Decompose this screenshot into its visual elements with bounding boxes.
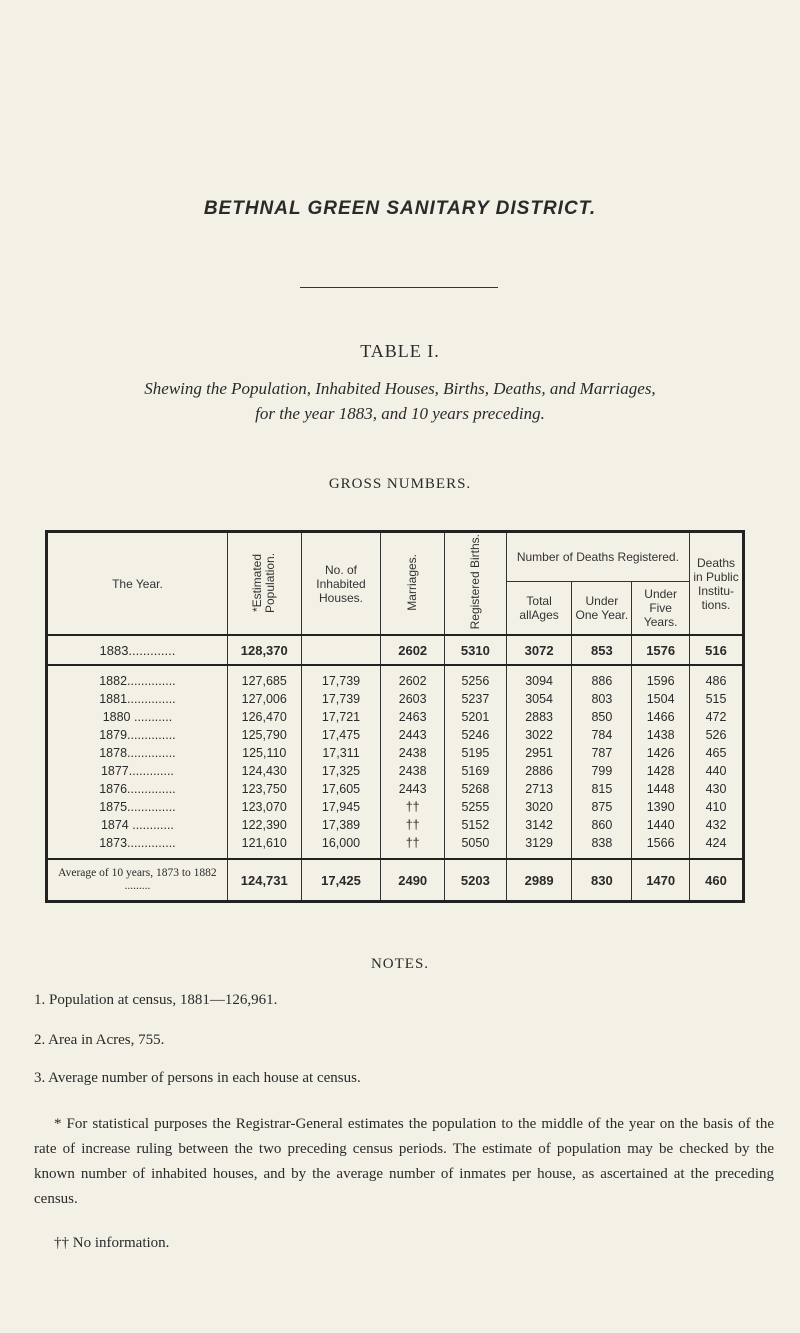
cell-total: 3094 xyxy=(506,665,572,690)
cell-population: 127,006 xyxy=(227,690,301,708)
cell-total: 3020 xyxy=(506,798,572,816)
cell-year: 1876.............. xyxy=(47,780,228,798)
cell-under-five: 1426 xyxy=(632,744,690,762)
header-houses: No. of Inhabited Houses. xyxy=(301,532,381,636)
cell-public: 424 xyxy=(690,834,744,859)
cell-under-five: 1466 xyxy=(632,708,690,726)
cell-under-five: 1576 xyxy=(632,635,690,665)
cell-under-one: 886 xyxy=(572,665,632,690)
cell-births: 5310 xyxy=(445,635,507,665)
cell-houses: 16,000 xyxy=(301,834,381,859)
cell-houses: 17,721 xyxy=(301,708,381,726)
cell-houses: 17,311 xyxy=(301,744,381,762)
cell-under-five: 1448 xyxy=(632,780,690,798)
notes-title: NOTES. xyxy=(370,956,430,972)
cell-under-five: 1470 xyxy=(632,859,690,902)
cell-year: 1874 ............ xyxy=(47,816,228,834)
cell-public: 460 xyxy=(690,859,744,902)
cell-births: 5246 xyxy=(445,726,507,744)
cell-births: 5169 xyxy=(445,762,507,780)
header-under-one: Under One Year. xyxy=(572,582,632,636)
cell-marriages: †† xyxy=(381,834,445,859)
cell-total: 3022 xyxy=(506,726,572,744)
cell-marriages: 2443 xyxy=(381,780,445,798)
cell-year: 1878.............. xyxy=(47,744,228,762)
cell-houses: 17,425 xyxy=(301,859,381,902)
cell-under-five: 1566 xyxy=(632,834,690,859)
cell-births: 5268 xyxy=(445,780,507,798)
cell-marriages: †† xyxy=(381,816,445,834)
cell-marriages: 2438 xyxy=(381,762,445,780)
cell-marriages: †† xyxy=(381,798,445,816)
cell-population: 128,370 xyxy=(227,635,301,665)
cell-houses: 17,605 xyxy=(301,780,381,798)
cell-under-five: 1440 xyxy=(632,816,690,834)
cell-total: 3129 xyxy=(506,834,572,859)
cell-under-one: 815 xyxy=(572,780,632,798)
cell-under-one: 853 xyxy=(572,635,632,665)
district-title: BETHNAL GREEN SANITARY DISTRICT. xyxy=(203,198,597,219)
table-row xyxy=(47,834,744,859)
cell-births: 5195 xyxy=(445,744,507,762)
cell-houses: 17,739 xyxy=(301,665,381,690)
cell-year: 1880 ........... xyxy=(47,708,228,726)
cell-population: 122,390 xyxy=(227,816,301,834)
subtitle-line-2: for the year 1883, and 10 years preceding. xyxy=(255,404,545,423)
cell-marriages: 2603 xyxy=(381,690,445,708)
cell-year: 1877............. xyxy=(47,762,228,780)
cell-year: 1873.............. xyxy=(47,834,228,859)
cell-population: 123,070 xyxy=(227,798,301,816)
header-births: Registered Births. xyxy=(445,532,507,636)
cell-average-label: Average of 10 years, 1873 to 1882 ......... xyxy=(47,859,228,902)
cell-population: 125,790 xyxy=(227,726,301,744)
table-row xyxy=(47,744,744,762)
cell-year: 1875.............. xyxy=(47,798,228,816)
cell-marriages: 2463 xyxy=(381,708,445,726)
cell-public: 515 xyxy=(690,690,744,708)
table-row-average xyxy=(47,859,744,902)
cell-under-one: 830 xyxy=(572,859,632,902)
statistics-table xyxy=(45,530,745,903)
cell-under-five: 1428 xyxy=(632,762,690,780)
cell-marriages: 2602 xyxy=(381,635,445,665)
cell-year: 1882.............. xyxy=(47,665,228,690)
cell-under-one: 787 xyxy=(572,744,632,762)
cell-total: 2886 xyxy=(506,762,572,780)
cell-houses: 17,325 xyxy=(301,762,381,780)
cell-public: 526 xyxy=(690,726,744,744)
table-title: TABLE I. xyxy=(360,341,440,361)
cell-year: 1879.............. xyxy=(47,726,228,744)
cell-under-one: 784 xyxy=(572,726,632,744)
cell-marriages: 2602 xyxy=(381,665,445,690)
cell-under-five: 1596 xyxy=(632,665,690,690)
cell-population: 123,750 xyxy=(227,780,301,798)
header-year: The Year. xyxy=(47,532,228,636)
table-row xyxy=(47,690,744,708)
cell-houses: 17,475 xyxy=(301,726,381,744)
cell-under-one: 838 xyxy=(572,834,632,859)
cell-houses: 17,739 xyxy=(301,690,381,708)
cell-population: 124,430 xyxy=(227,762,301,780)
cell-houses: 17,945 xyxy=(301,798,381,816)
cell-public: 472 xyxy=(690,708,744,726)
cell-total: 3072 xyxy=(506,635,572,665)
cell-total: 2713 xyxy=(506,780,572,798)
cell-under-five: 1390 xyxy=(632,798,690,816)
cell-marriages: 2490 xyxy=(381,859,445,902)
note-1: 1. Population at census, 1881—126,961. xyxy=(34,992,278,1008)
table-row xyxy=(47,816,744,834)
cell-houses: 17,389 xyxy=(301,816,381,834)
cell-public: 432 xyxy=(690,816,744,834)
cell-under-five: 1504 xyxy=(632,690,690,708)
cell-total: 2951 xyxy=(506,744,572,762)
cell-year: 1881.............. xyxy=(47,690,228,708)
cell-public: 430 xyxy=(690,780,744,798)
cell-public: 440 xyxy=(690,762,744,780)
cell-public: 486 xyxy=(690,665,744,690)
cell-population: 121,610 xyxy=(227,834,301,859)
table-row xyxy=(47,780,744,798)
header-population: *Estimated Population. xyxy=(227,532,301,636)
table-row xyxy=(47,708,744,726)
gross-numbers-heading: GROSS NUMBERS. xyxy=(328,476,472,492)
cell-population: 127,685 xyxy=(227,665,301,690)
cell-under-one: 860 xyxy=(572,816,632,834)
header-under-five: Under Five Years. xyxy=(632,582,690,636)
table-subtitle xyxy=(0,376,800,426)
cell-under-one: 850 xyxy=(572,708,632,726)
subtitle-line-1: Shewing the Population, Inhabited Houses, Births, Deaths, and Marriages, xyxy=(144,379,656,398)
cell-public: 465 xyxy=(690,744,744,762)
cell-marriages: 2438 xyxy=(381,744,445,762)
cell-population: 125,110 xyxy=(227,744,301,762)
title-rule xyxy=(300,287,498,288)
cell-under-one: 875 xyxy=(572,798,632,816)
note-3: 3. Average number of persons in each house at census. xyxy=(34,1070,361,1086)
cell-births: 5201 xyxy=(445,708,507,726)
table-row xyxy=(47,726,744,744)
cell-births: 5255 xyxy=(445,798,507,816)
note-2: 2. Area in Acres, 755. xyxy=(34,1032,165,1048)
population-footnote: * For statistical purposes the Registrar-General estimates the population to the middle of the year on the basis of the rate of increase ruling between the two preceding census periods. The estimate of population may be checked by the known number of inhabited houses, and by the average number of inmates per house, as ascertained at the preceding census. xyxy=(34,1116,774,1207)
cell-total: 3142 xyxy=(506,816,572,834)
cell-births: 5256 xyxy=(445,665,507,690)
cell-public: 516 xyxy=(690,635,744,665)
cell-total: 2989 xyxy=(506,859,572,902)
cell-total: 2883 xyxy=(506,708,572,726)
cell-marriages: 2443 xyxy=(381,726,445,744)
table-row-1883 xyxy=(47,635,744,665)
cell-births: 5237 xyxy=(445,690,507,708)
cell-public: 410 xyxy=(690,798,744,816)
cell-population: 124,731 xyxy=(227,859,301,902)
cell-births: 5050 xyxy=(445,834,507,859)
table-row xyxy=(47,665,744,690)
table-row xyxy=(47,798,744,816)
cell-year: 1883............. xyxy=(47,635,228,665)
cell-total: 3054 xyxy=(506,690,572,708)
header-marriages: Marriages. xyxy=(381,532,445,636)
header-public: Deaths in Public Institu- tions. xyxy=(690,532,744,636)
cell-under-one: 803 xyxy=(572,690,632,708)
cell-under-five: 1438 xyxy=(632,726,690,744)
header-deaths-group: Number of Deaths Registered. xyxy=(506,532,689,582)
cell-under-one: 799 xyxy=(572,762,632,780)
header-total: Total allAges xyxy=(506,582,572,636)
table-row xyxy=(47,762,744,780)
cell-houses xyxy=(301,635,381,665)
cell-births: 5152 xyxy=(445,816,507,834)
cell-births: 5203 xyxy=(445,859,507,902)
no-information-note: †† No information. xyxy=(54,1235,170,1251)
cell-population: 126,470 xyxy=(227,708,301,726)
